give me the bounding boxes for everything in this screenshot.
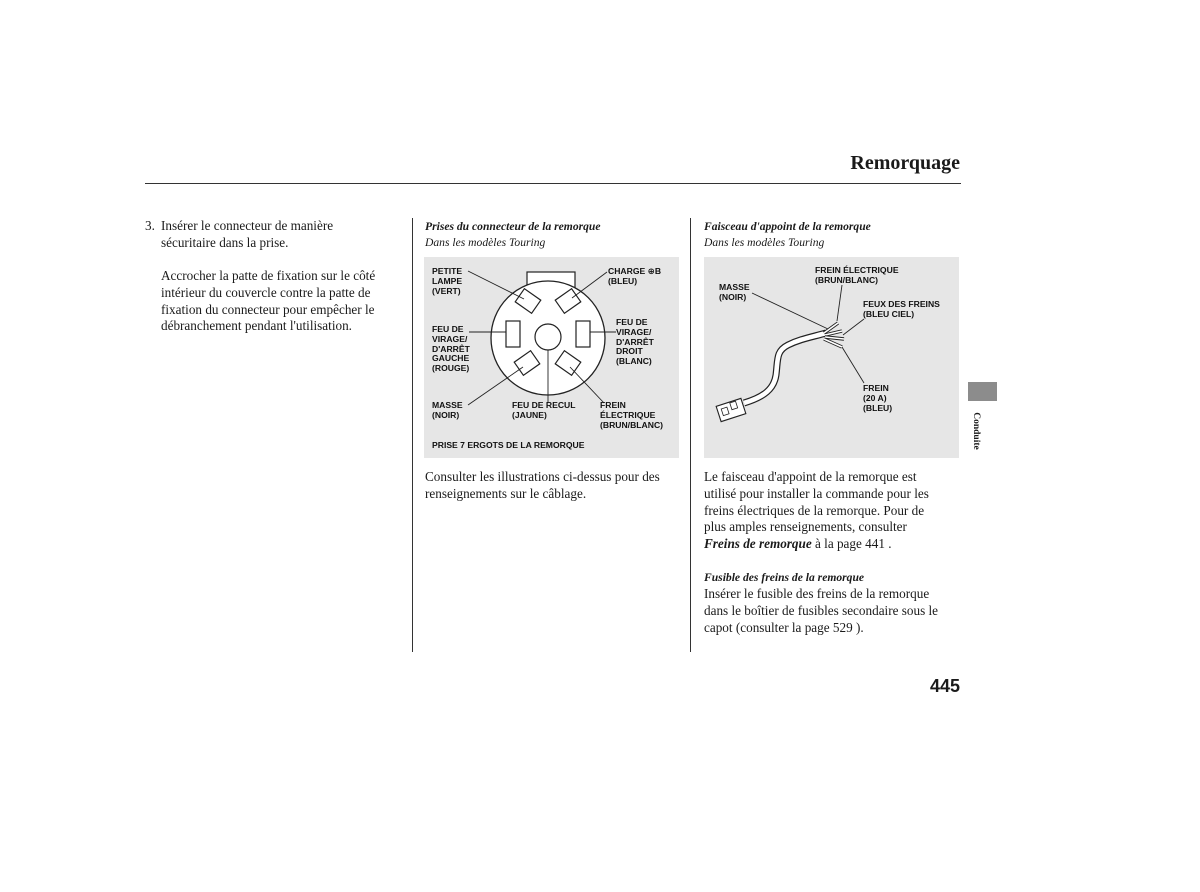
label-masse: MASSE (NOIR) <box>719 282 750 302</box>
harness-figure <box>704 257 959 458</box>
fuse-heading: Fusible des freins de la remorque <box>704 571 865 584</box>
ref-link-freins-remorque[interactable]: Freins de remorque <box>704 536 812 551</box>
harness-note: Dans les modèles Touring <box>704 236 825 249</box>
figure-caption: PRISE 7 ERGOTS DE LA REMORQUE <box>432 440 585 450</box>
label-petite-lampe: PETITE LAMPE (VERT) <box>432 266 463 296</box>
section-tab <box>968 382 997 401</box>
label-frein-electrique: FREIN ÉLECTRIQUE (BRUN/BLANC) <box>815 265 899 285</box>
label-feu-droit: FEU DE VIRAGE/ D'ARRÊT DROIT (BLANC) <box>616 317 654 367</box>
page-title: Remorquage <box>850 152 960 174</box>
connector-heading: Prises du connecteur de la remorque <box>425 220 601 233</box>
connector-after-text: Consulter les illustrations ci-dessus pour des renseignements sur le câblage. <box>425 469 660 501</box>
label-feu-gauche: FEU DE VIRAGE/ D'ARRÊT GAUCHE (ROUGE) <box>432 324 470 374</box>
label-frein-electrique: FREIN ÉLECTRIQUE (BRUN/BLANC) <box>600 400 664 430</box>
fuse-text: Insérer le fusible des freins de la remorque dans le boîtier de fusibles secondaire sous le capot (consulter la page 529 ). <box>704 586 939 635</box>
ref-page-text: à la page 441 . <box>811 536 892 551</box>
connector-figure <box>424 257 679 458</box>
step-text-2: Accrocher la patte de fixation sur le côté intérieur du couvercle contre la patte de fixation du connecteur pour empêcher le débranchement pendant l'utilisation. <box>161 268 376 334</box>
label-feu-recul: FEU DE RECUL (JAUNE) <box>512 400 576 420</box>
section-tab-label: Conduite <box>971 412 981 450</box>
label-masse: MASSE (NOIR) <box>432 400 463 420</box>
harness-heading: Faisceau d'appoint de la remorque <box>704 220 871 233</box>
column-divider-2 <box>690 218 691 652</box>
harness-after-text: Le faisceau d'appoint de la remorque est utilisé pour installer la commande pour les freins électriques de la remorque. Pour de plus amples renseignements, consulter <box>704 469 929 535</box>
label-frein: FREIN (20 A) (BLEU) <box>863 383 893 413</box>
connector-note: Dans les modèles Touring <box>425 236 546 249</box>
page-number: 445 <box>929 676 960 696</box>
harness-reference <box>704 536 892 553</box>
label-feux-freins: FEUX DES FREINS (BLEU CIEL) <box>863 299 940 319</box>
label-charge-b: CHARGE ⊕B (BLEU) <box>608 266 662 286</box>
step-number: 3. <box>145 218 155 233</box>
column-divider-1 <box>412 218 413 652</box>
header-rule <box>145 183 961 184</box>
step-text-1: Insérer le connecteur de manière sécuritaire dans la prise. <box>161 218 334 250</box>
